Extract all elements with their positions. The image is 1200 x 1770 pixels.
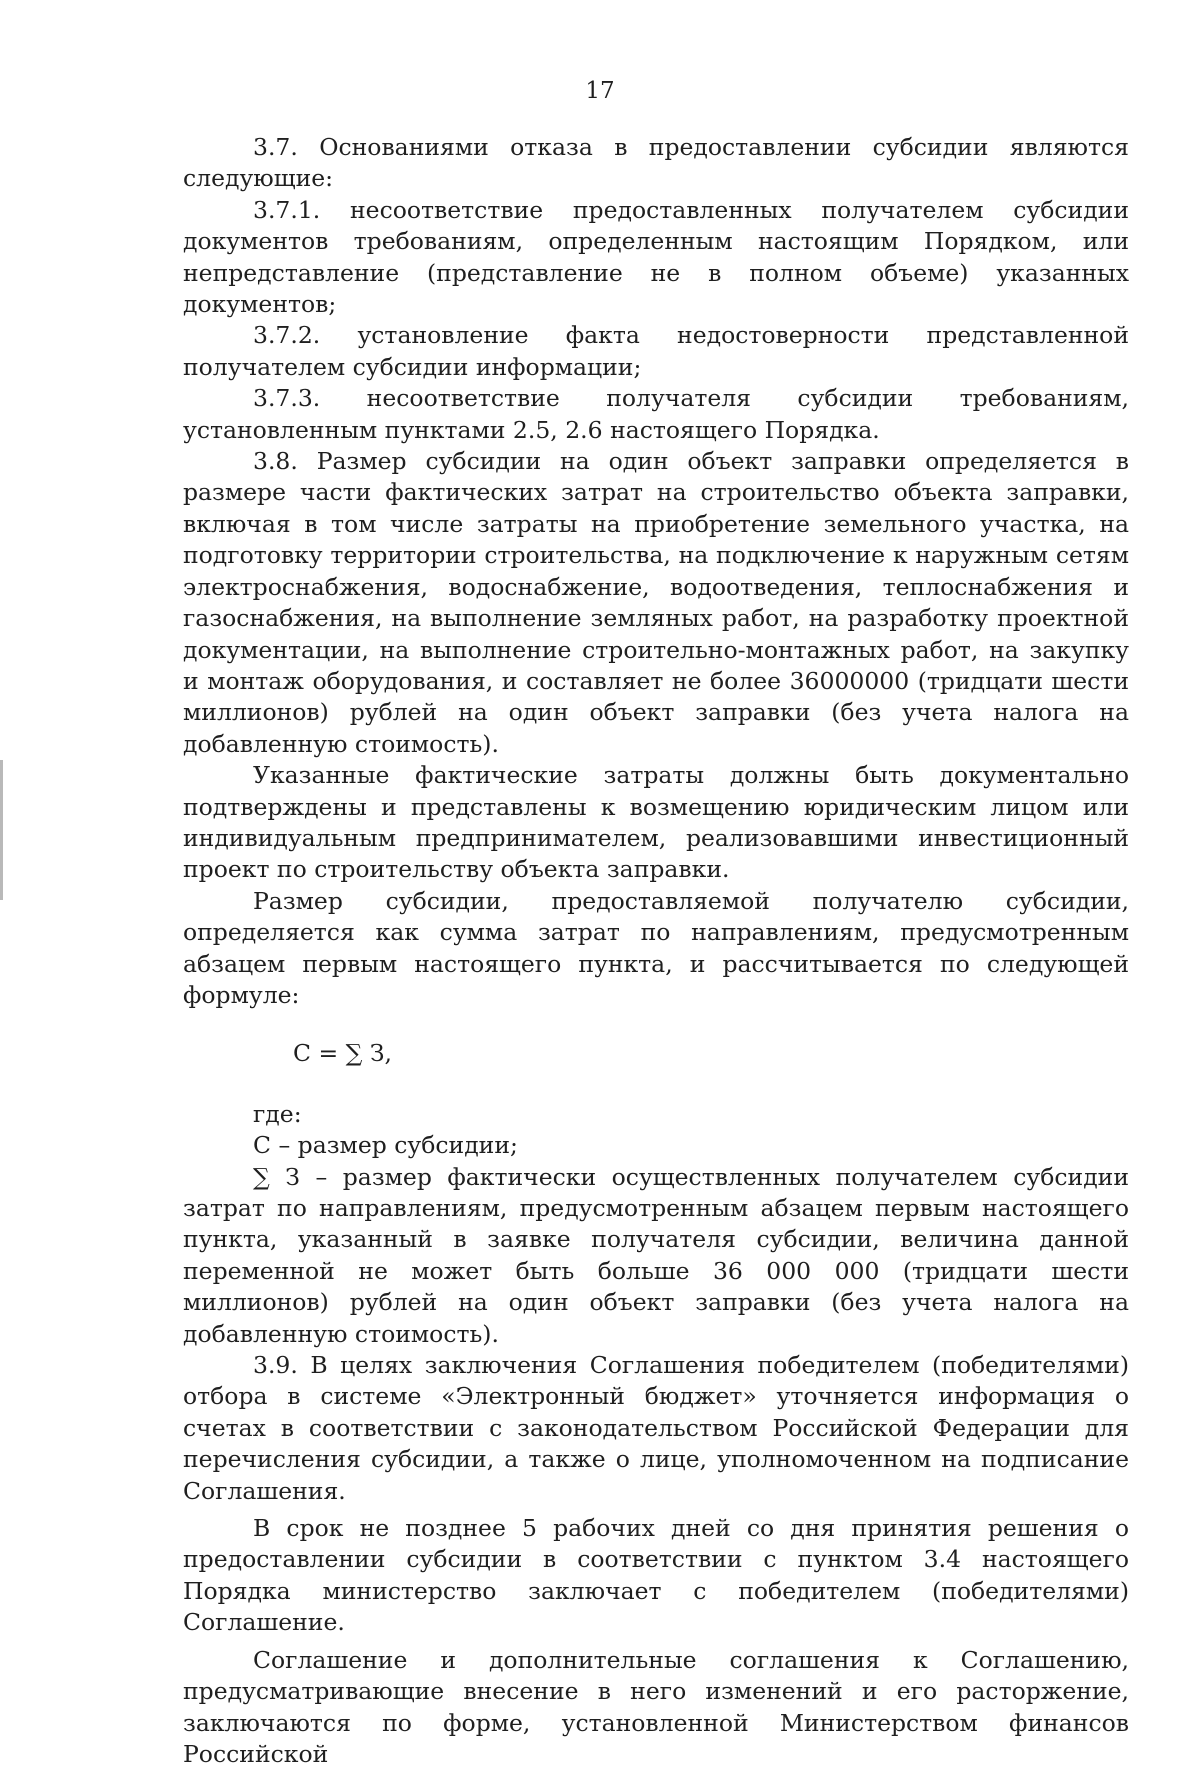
scan-edge-mark — [0, 760, 3, 900]
paragraph-3-9: 3.9. В целях заключения Соглашения победителем (победителями) отбора в системе «Электронный бюджет» уточняется информация о счетах в соответствии с законодательством Российской Федерации для перечисления субсидии, а также о лице, уполномоченном на подписание Соглашения. — [183, 1351, 1129, 1505]
paragraph-3-7-1: 3.7.1. несоответствие предоставленных получателем субсидии документов требованиям, определенным настоящим Порядком, или непредставление (представление не в полном объеме) указанных документов; — [183, 195, 1129, 319]
paragraph-3-7-2: 3.7.2. установление факта недостоверности представленной получателем субсидии информации; — [183, 321, 1129, 381]
paragraph-3-8-size: Размер субсидии, предоставляемой получателю субсидии, определяется как сумма затрат по направлениям, предусмотренным абзацем первым настоящего пункта, и рассчитывается по следующей формуле: — [183, 886, 1129, 1009]
paragraph-3-7-3: 3.7.3. несоответствие получателя субсидии требованиям, установленным пунктами 2.5, 2.6 настоящего Порядка. — [183, 384, 1129, 444]
page-number: 17 — [585, 78, 615, 104]
paragraph-3-9-agreement-form: Соглашение и дополнительные соглашения к Соглашению, предусматривающие внесение в него изменений и его расторжение, заключаются по форме, установленной Министерством финансов Российской — [183, 1645, 1129, 1768]
paragraph-3-9-deadline: В срок не позднее 5 рабочих дней со дня принятия решения о предоставлении субсидии в соответствии с пунктом 3.4 настоящего Порядка министерство заключает с победителем (победителями) Соглашение. — [183, 1514, 1129, 1637]
definition-sum-z: ∑ З – размер фактически осуществленных получателем субсидии затрат по направлениям, предусмотренным абзацем первым настоящего пункта, указанный в заявке получателя субсидии, величина данной переменной не может быть больше 36 000 000 (тридцати шести миллионов) рублей на один объект заправки (без учета налога на добавленную стоимость). — [183, 1162, 1129, 1348]
document-body — [183, 132, 1129, 1770]
paragraph-3-7: 3.7. Основаниями отказа в предоставлении субсидии являются следующие: — [183, 133, 1129, 193]
paragraph-3-8: 3.8. Размер субсидии на один объект заправки определяется в размере части фактических затрат на строительство объекта заправки, включая в том числе затраты на приобретение земельного участка, на подготовку территории строительства, на подключение к наружным сетям электроснабжения, водоснабжение, водоотведения, теплоснабжения и газоснабжения, на выполнение земляных работ, на разработку проектной документации, на выполнение строительно-монтажных работ, на закупку и монтаж оборудования, и составляет не более 36000000 (тридцати шести миллионов) рублей на один объект заправки (без учета налога на добавленную стоимость). — [183, 447, 1129, 758]
definition-c: С – размер субсидии; — [253, 1131, 518, 1160]
subsidy-formula: С = ∑ З, — [293, 1039, 392, 1068]
paragraph-3-8-costs: Указанные фактические затраты должны быть документально подтверждены и представлены к возмещению юридическим лицом или индивидуальным предпринимателем, реализовавшими инвестиционный проект по строительству объекта заправки. — [183, 761, 1129, 884]
formula-where: где: — [253, 1099, 302, 1128]
